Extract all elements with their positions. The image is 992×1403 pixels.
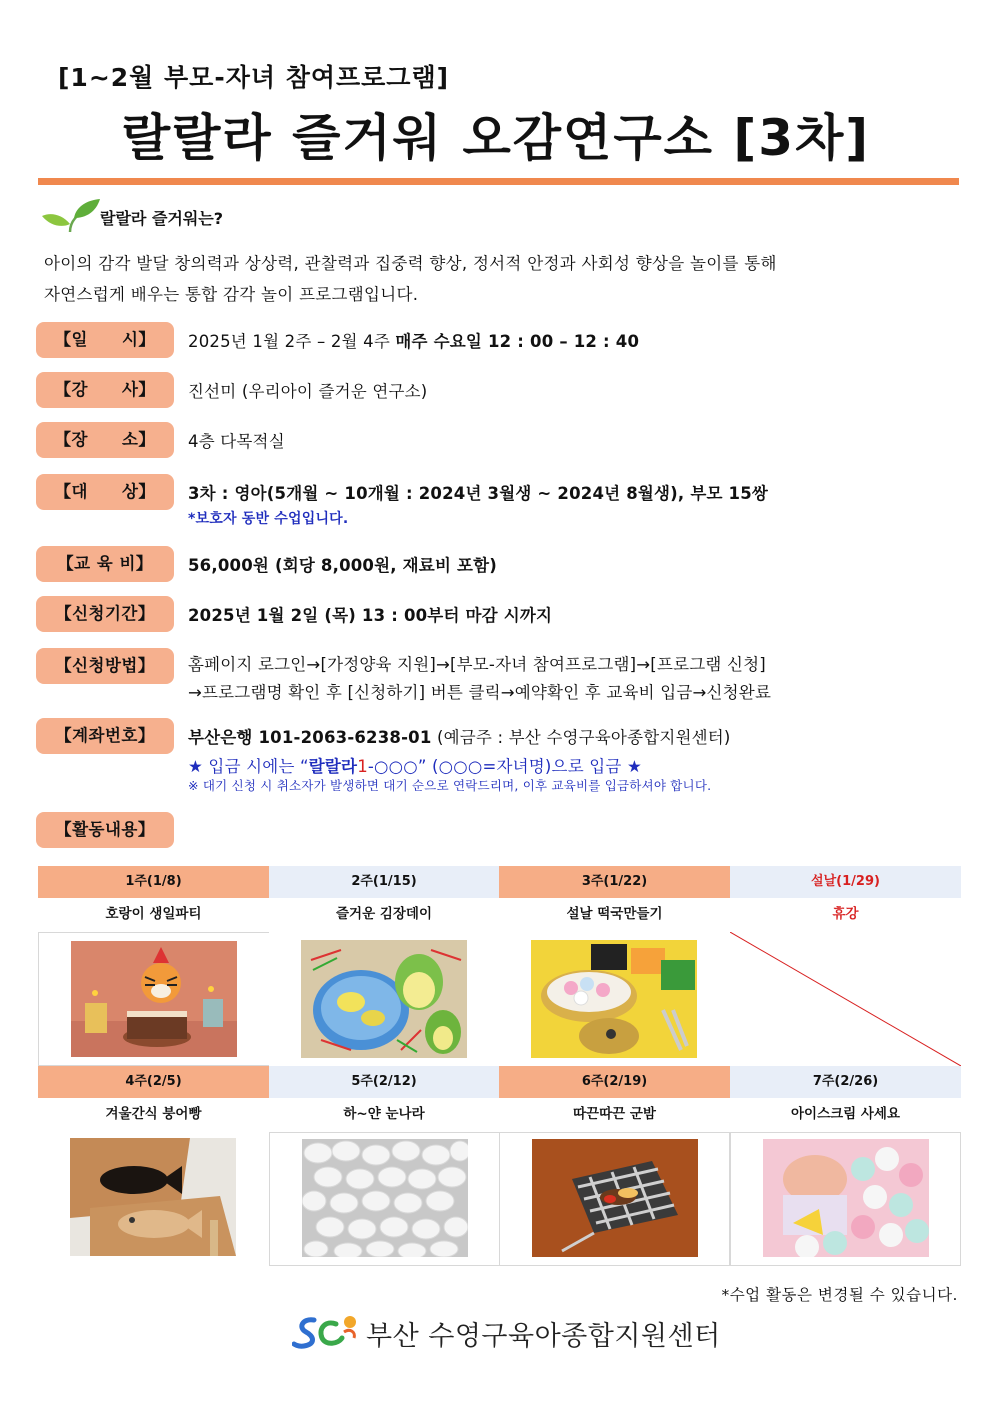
activity-change-note: *수업 활동은 변경될 수 있습니다.	[721, 1286, 958, 1304]
instructor-label: 【강 사】	[36, 372, 174, 408]
schedule-label: 【일 시】	[36, 322, 174, 358]
week-1-title: 호랑이 생일파티	[105, 906, 202, 922]
fee-value: 56,000원 (회당 8,000원, 재료비 포함)	[188, 556, 498, 575]
week-3-header: 3주(1/22)	[499, 866, 730, 898]
snow-styrofoam-image	[302, 1139, 468, 1257]
week-4-photo-frame	[38, 1132, 269, 1266]
deposit-suffix: -○○○” (○○○=자녀명)으로 입금 ★	[367, 757, 642, 776]
week-2-photo-frame	[269, 932, 500, 1066]
week-5-header: 5주(2/12)	[269, 1066, 499, 1098]
title-rule	[38, 178, 959, 185]
deposit-instruction	[188, 753, 642, 777]
sprout-icon	[40, 196, 102, 236]
place-label: 【장 소】	[36, 422, 174, 458]
holiday-cross-line	[730, 932, 961, 1066]
roasted-chestnut-image	[532, 1139, 698, 1257]
week-7-header: 7주(2/26)	[730, 1066, 961, 1098]
target-note: *보호자 동반 수업입니다.	[188, 511, 349, 527]
page-title: 랄랄라 즐거워 오감연구소 [3차]	[121, 109, 871, 167]
period-label: 【신청기간】	[36, 596, 174, 632]
week-3-photo-frame	[499, 932, 730, 1066]
week-6-photo-frame	[499, 1132, 730, 1266]
waitlist-note: ※ 대기 신청 시 취소자가 발생하면 대기 순으로 연락드리며, 이후 교육비를 입금하셔야 합니다.	[188, 778, 712, 793]
week-2-header: 2주(1/15)	[269, 866, 499, 898]
account-label: 【계좌번호】	[36, 718, 174, 754]
week-5-photo-frame	[269, 1132, 500, 1266]
account-holder: (예금주 : 부산 수영구육아종합지원센터)	[431, 728, 731, 747]
deposit-round-number: 1	[357, 757, 368, 776]
instructor-value: 진선미 (우리아이 즐거운 연구소)	[188, 382, 428, 401]
tiger-birthday-image	[71, 941, 237, 1057]
method-line-2: →프로그램명 확인 후 [신청하기] 버튼 클릭→예약확인 후 교육비 입금→신청완료	[188, 683, 772, 702]
intro-text	[44, 248, 944, 310]
ice-cream-image	[763, 1139, 929, 1257]
organization-name: 부산 수영구육아종합지원센터	[366, 1321, 721, 1352]
account-value	[188, 724, 731, 748]
week-6-title: 따끈따끈 군밤	[573, 1106, 656, 1122]
target-value: 3차 : 영아(5개월 ~ 10개월 : 2024년 3월생 ~ 2024년 8월생), 부모 15쌍	[188, 484, 769, 503]
week-1-photo-frame	[38, 932, 270, 1066]
period-value: 2025년 1월 2일 (목) 13 : 00부터 마감 시까지	[188, 606, 553, 625]
account-number: 부산은행 101-2063-6238-01	[188, 728, 432, 747]
deposit-program-name: 랄랄라	[308, 757, 358, 776]
intro-line-1: 아이의 감각 발달 창의력과 상상력, 관찰력과 집중력 향상, 정서적 안정과 사회성 향상을 놀이를 통해	[44, 254, 777, 273]
week-2-title: 즐거운 김장데이	[336, 906, 432, 922]
method-label: 【신청방법】	[36, 648, 174, 684]
activities-label: 【활동내용】	[36, 812, 174, 848]
place-value: 4층 다목적실	[188, 432, 285, 451]
week-6-header: 6주(2/19)	[499, 1066, 730, 1098]
schedule-dates: 2025년 1월 2주 – 2월 4주	[188, 332, 396, 351]
week-7-photo-frame	[730, 1132, 961, 1266]
week-1-header: 1주(1/8)	[38, 866, 269, 898]
holiday-title: 휴강	[832, 906, 859, 922]
page-subtitle: [1~2월 부모-자녀 참여프로그램]	[58, 63, 450, 92]
intro-heading: 랄랄라 즐거워는?	[100, 209, 224, 228]
target-label: 【대 상】	[36, 474, 174, 510]
kimchi-cabbage-image	[301, 940, 467, 1058]
tteokguk-image	[531, 940, 697, 1058]
week-3-title: 설날 떡국만들기	[566, 906, 663, 922]
week-4-header: 4주(2/5)	[38, 1066, 269, 1098]
activity-grid	[38, 866, 961, 1266]
fee-label: 【교 육 비】	[36, 546, 174, 582]
deposit-prefix: ★ 입금 시에는 “	[188, 757, 309, 776]
method-line-1: 홈페이지 로그인→[가정양육 지원]→[부모-자녀 참여프로그램]→[프로그램 신청]	[188, 655, 766, 674]
center-logo-icon	[292, 1310, 362, 1354]
schedule-value	[188, 328, 639, 352]
bungeoppang-image	[70, 1138, 236, 1256]
week-5-title: 하~얀 눈나라	[343, 1106, 425, 1122]
week-4-title: 겨울간식 붕어빵	[105, 1106, 202, 1122]
week-7-title: 아이스크림 사세요	[790, 1106, 901, 1122]
intro-line-2: 자연스럽게 배우는 통합 감각 놀이 프로그램입니다.	[44, 285, 419, 304]
schedule-time: 매주 수요일 12 : 00 – 12 : 40	[395, 332, 640, 351]
holiday-header: 설날(1/29)	[730, 866, 961, 898]
